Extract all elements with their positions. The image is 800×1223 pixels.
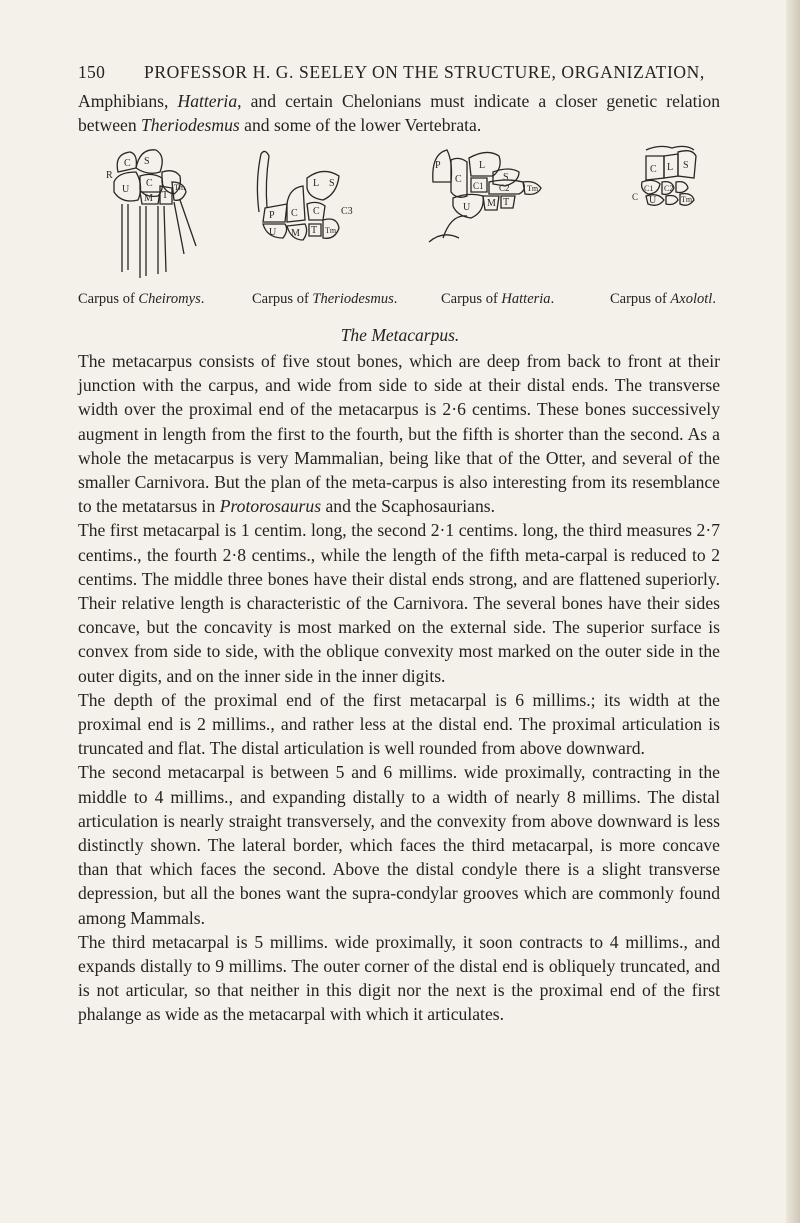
carpus-axolotl-drawing (620, 142, 720, 287)
figure-cheiromys (100, 142, 210, 287)
fig1-label-c: C (124, 158, 131, 169)
caption-taxon: Axolotl (670, 291, 713, 307)
fig2-label-p: P (269, 210, 275, 221)
intro-text-1: Amphibians, (78, 91, 178, 111)
paragraph-1-text: The metacarpus consists of five stout bones, which are deep from back to front at their junction with the carpus, and wide from side to side at their distal ends. The transverse width over the proximal end of the metacarpus is 2·6 centims. These bones successively augment in length from the first to the fourth, but the fifth is shorter than the second. As a whole the metacarpus is very Mammalian, being like that of the Otter, and several of the smaller Carnivora. But the plan of the meta-carpus is also interesting from its resemblance to the metatarsus in (78, 351, 720, 517)
caption-theriodesmus (252, 291, 397, 308)
paragraph-1 (78, 349, 720, 518)
caption-suffix: . (393, 291, 398, 307)
figure-theriodesmus (253, 142, 373, 287)
fig1-label-tm: Tm (174, 183, 186, 192)
fig1-label-r: R (106, 170, 113, 181)
fig4-label-c2: C2 (664, 184, 674, 193)
body-text (78, 349, 720, 1027)
figure-axolotl (620, 142, 720, 287)
fig1-label-s: S (144, 156, 150, 167)
taxon-protorosaurus: Protorosaurus (219, 496, 322, 517)
fig3-label-c2: C2 (499, 183, 510, 193)
caption-hatteria (441, 291, 554, 308)
fig2-label-s: S (329, 178, 335, 189)
running-title: PROFESSOR H. G. SEELEY ON THE STRUCTURE, ORGANIZATION, (144, 62, 705, 82)
carpus-figures (78, 142, 720, 320)
fig3-label-tm: Tm (527, 184, 539, 193)
fig4-label-tm: Tm (681, 195, 693, 204)
fig2-label-t: T (311, 225, 318, 236)
caption-taxon: Cheiromys (138, 291, 201, 307)
figure-hatteria (423, 142, 563, 287)
fig1-label-t: T (162, 190, 169, 201)
fig2-label-c2: C (313, 206, 320, 217)
fig3-label-c1: C1 (473, 181, 484, 191)
fig2-label-c: C (291, 208, 298, 219)
fig4-label-s: S (683, 160, 689, 171)
running-header (78, 62, 718, 83)
page-number: 150 (78, 62, 106, 82)
fig2-label-c3: C3 (341, 206, 353, 217)
caption-taxon: Hatteria (501, 291, 551, 307)
carpus-theriodesmus-drawing (253, 142, 373, 287)
intro-text-3: and some of the lower Vertebrata. (239, 115, 482, 136)
caption-prefix: Carpus of (252, 291, 313, 307)
fig1-label-u: U (122, 184, 130, 195)
intro-taxon-theriodesmus: Theriodesmus (141, 115, 240, 136)
fig4-label-c: C (650, 164, 657, 175)
intro-text-2: , and certain Chelonians must indicate a closer genetic relation between (78, 91, 720, 136)
caption-prefix: Carpus of (441, 291, 502, 307)
fig3-label-l: L (479, 160, 486, 171)
fig3-label-u: U (463, 202, 471, 213)
fig3-label-s: S (503, 172, 509, 183)
paragraph-5: The third metacarpal is 5 millims. wide proximally, it soon contracts to 4 millims., and expands distally to 9 millims. The outer corner of the distal end is obliquely truncated, and is not articular, so that neither in this digit nor the next is the proximal end of the first phalange as wide as the metacarpal with which it articulates. (78, 931, 720, 1025)
page-edge-shadow (786, 0, 800, 1223)
caption-suffix: . (712, 291, 716, 307)
fig2-label-u: U (269, 227, 277, 238)
fig3-label-m: M (487, 198, 496, 209)
carpus-hatteria-drawing (423, 142, 563, 287)
paragraph-2: The first metacarpal is 1 centim. long, the second 2·1 centims. long, the third measures 2·7 centims., the fourth 2·8 centims., while the length of the fifth meta-carpal is reduced to 2 centims. The middle three bones have their distal ends strong, and are flattened superiorly. Their relative length is characteristic of the Carnivora. The several bones have their sides concave, but the concavity is most marked on the external side. The superior surface is convex from side to side, with the oblique convexity most marked on the outer side in the outer digits, and on the inner side in the inner digits. (78, 520, 720, 686)
paragraph-3: The depth of the proximal end of the first metacarpal is 6 millims.; its width at the proximal end is 2 millims., and rather less at the distal end. The proximal articulation is truncated and flat. The distal articulation is well rounded from above downward. (78, 689, 720, 759)
fig4-label-l: L (667, 162, 674, 173)
section-title: The Metacarpus. (340, 325, 460, 345)
caption-prefix: Carpus of (78, 291, 139, 307)
fig2-label-m: M (291, 228, 300, 239)
fig4-label-c-left: C (632, 192, 639, 202)
caption-prefix: Carpus of (610, 291, 671, 307)
intro-taxon-hatteria: Hatteria (177, 91, 238, 111)
caption-cheiromys (78, 291, 204, 308)
fig1-label-c2: C (146, 178, 153, 189)
carpus-cheiromys-drawing (100, 142, 210, 287)
fig2-label-l: L (313, 178, 320, 189)
fig4-label-c1: C1 (644, 184, 654, 193)
fig1-label-m: M (144, 193, 153, 204)
caption-suffix: . (550, 291, 555, 307)
caption-axolotl (610, 291, 716, 308)
fig3-label-p: P (435, 160, 441, 171)
fig3-label-t: T (503, 197, 510, 208)
fig2-label-tm: Tm (325, 226, 337, 235)
paragraph-1-end: and the Scaphosaurians. (321, 496, 495, 517)
fig4-label-u: U (649, 195, 657, 206)
caption-taxon: Theriodesmus (312, 291, 394, 307)
intro-paragraph (78, 89, 720, 137)
caption-suffix: . (200, 291, 205, 307)
fig3-label-c: C (455, 174, 462, 185)
paragraph-4: The second metacarpal is between 5 and 6 millims. wide proximally, contracting in the middle to 4 millims., and expanding distally to a width of nearly 8 millims. The distal articulation is nearly straight transversely, and the convexity from above downward is less distinctly shown. The lateral border, which faces the third metacarpal, is more concave than that which faces the second. Above the distal condyle there is a slight transverse depression, but all the bones want the supra-condylar grooves which are commonly found among Mammals. (78, 762, 720, 928)
